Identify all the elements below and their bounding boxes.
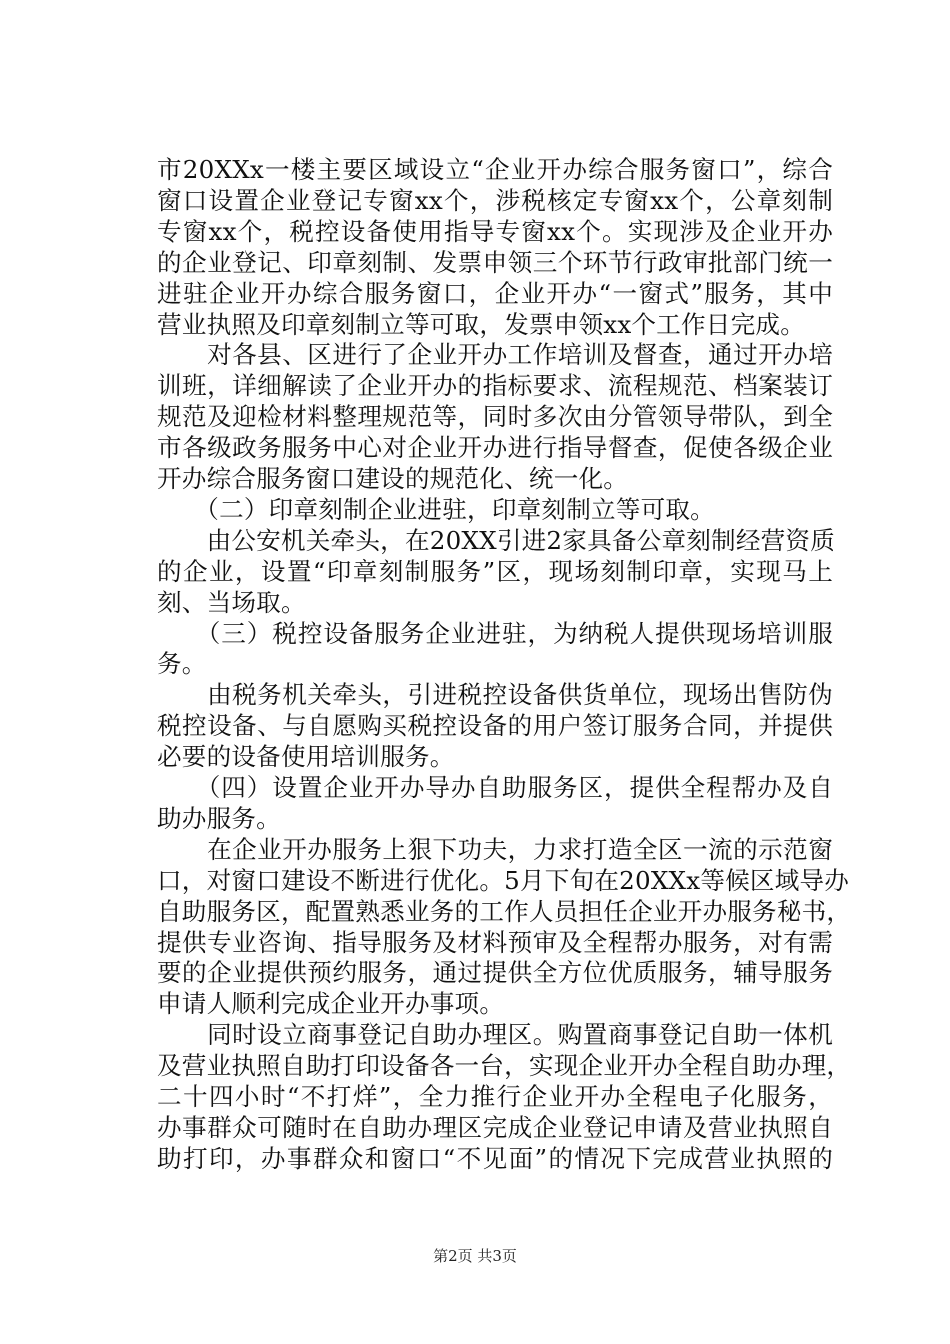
- body-text-line: 口，对窗口建设不断进行优化。5月下旬在20XXx等候区域导办: [157, 865, 850, 895]
- body-text-line: 提供专业咨询、指导服务及材料预审及全程帮办服务，对有需: [157, 927, 833, 957]
- body-text-line: 进驻企业开办综合服务窗口，企业开办“一窗式”服务，其中: [157, 278, 833, 308]
- body-text-line: 对各县、区进行了企业开办工作培训及督查，通过开办培: [157, 340, 833, 370]
- page-footer: 第2页 共3页: [433, 1247, 517, 1265]
- body-text-line: 由税务机关牵头，引进税控设备供货单位，现场出售防伪: [157, 680, 833, 710]
- body-text-line: 在企业开办服务上狠下功夫，力求打造全区一流的示范窗: [157, 834, 833, 864]
- body-text-line: 申请人顺利完成企业开办事项。: [157, 989, 505, 1019]
- body-text-line: 市20XXx一楼主要区域设立“企业开办综合服务窗口”，综合: [157, 155, 833, 184]
- body-text-line: 开办综合服务窗口建设的规范化、统一化。: [157, 464, 629, 493]
- body-text-line: 办事群众可随时在自助办理区完成企业登记申请及营业执照自: [157, 1112, 833, 1142]
- body-text-line: 自助服务区，配置熟悉业务的工作人员担任企业开办服务秘书，: [157, 896, 852, 926]
- body-text-line: 及营业执照自助打印设备各一台，实现企业开办全程自助办理，: [157, 1051, 852, 1081]
- body-text-line: 刻、当场取。: [157, 587, 306, 617]
- body-text-line: 由公安机关牵头，在20XX引进2家具备公章刻制经营资质: [157, 525, 836, 555]
- body-text-line: 要的企业提供预约服务，通过提供全方位优质服务，辅导服务: [157, 958, 833, 988]
- section-heading: （四）设置企业开办导办自助服务区，提供全程帮办及自: [157, 773, 833, 802]
- section-heading: 助办服务。: [157, 803, 281, 833]
- body-text-line: 专窗xx个，税控设备使用指导专窗xx个。实现涉及企业开办: [157, 216, 833, 246]
- body-text-line: 二十四小时“不打烊”，全力推行企业开办全程电子化服务，: [157, 1082, 833, 1111]
- body-text-line: 同时设立商事登记自助办理区。购置商事登记自助一体机: [157, 1020, 833, 1050]
- body-text-line: 市各级政务服务中心对企业开办进行指导督查，促使各级企业: [157, 433, 833, 463]
- body-text-line: 规范及迎检材料整理规范等，同时多次由分管领导带队，到全: [157, 402, 833, 432]
- section-heading: 务。: [157, 649, 207, 679]
- body-text-line: 窗口设置企业登记专窗xx个，涉税核定专窗xx个，公章刻制: [157, 185, 833, 215]
- body-text-line: 必要的设备使用培训服务。: [157, 742, 455, 772]
- body-text-line: 税控设备、与自愿购买税控设备的用户签订服务合同，并提供: [157, 711, 833, 741]
- body-text-line: 的企业登记、印章刻制、发票申领三个环节行政审批部门统一: [157, 247, 833, 277]
- body-text-line: 助打印，办事群众和窗口“不见面”的情况下完成营业执照的: [157, 1143, 833, 1173]
- body-text-line: 营业执照及印章刻制立等可取，发票申领xx个工作日完成。: [157, 309, 805, 339]
- section-heading: （二）印章刻制企业进驻，印章刻制立等可取。: [157, 494, 715, 524]
- body-text-line: 的企业，设置“印章刻制服务”区，现场刻制印章，实现马上: [157, 556, 833, 586]
- section-heading: （三）税控设备服务企业进驻，为纳税人提供现场培训服: [157, 618, 833, 648]
- body-text-line: 训班，详细解读了企业开办的指标要求、流程规范、档案装订: [157, 371, 833, 401]
